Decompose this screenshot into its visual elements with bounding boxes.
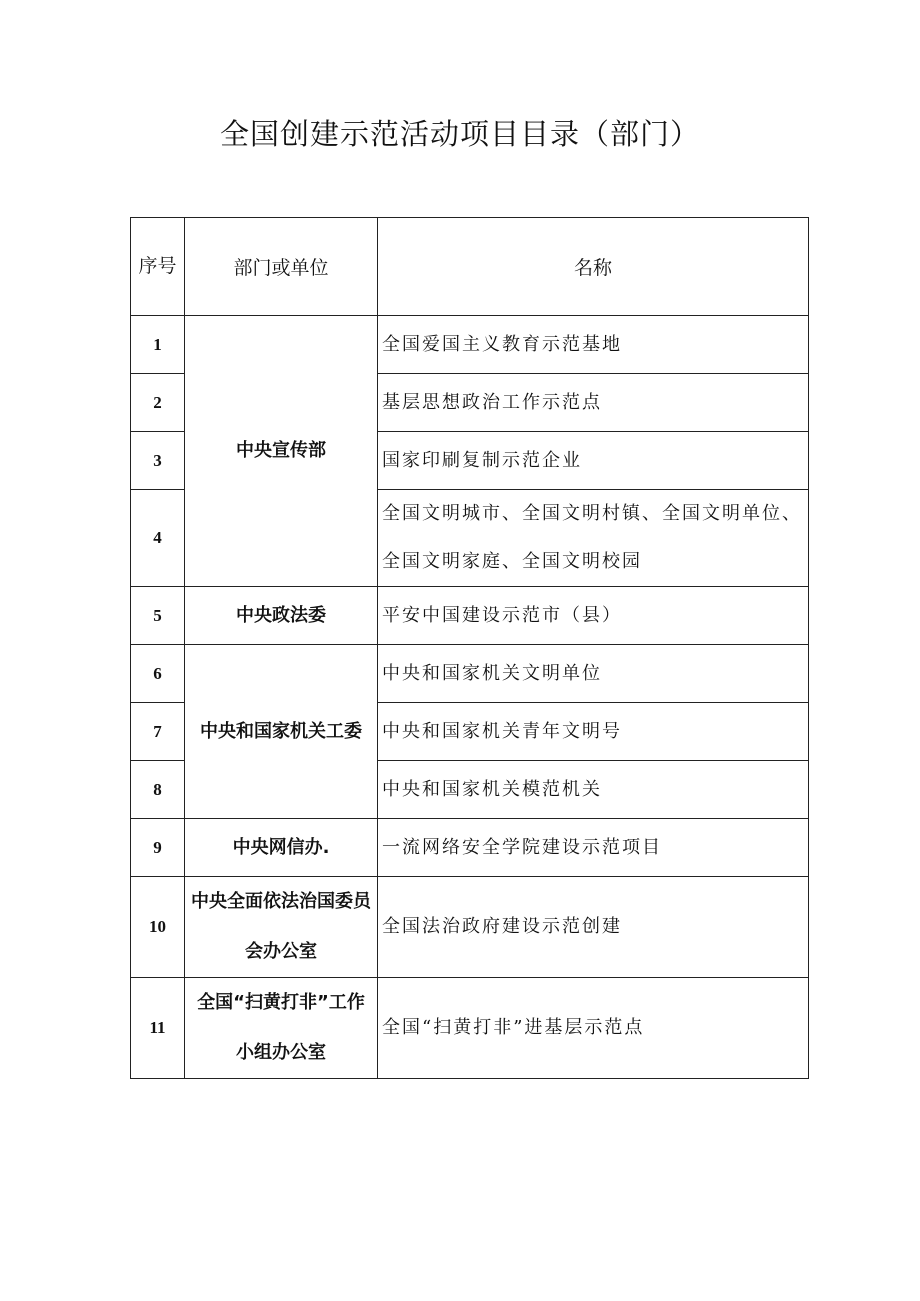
row-no: 5 (131, 587, 185, 645)
table-row (131, 316, 809, 374)
table-row (131, 877, 809, 978)
table-row (131, 587, 809, 645)
row-name: 基层思想政治工作示范点 (378, 374, 809, 432)
dept-cell: 中央网信办. (185, 819, 378, 877)
header-no: 序号 (131, 218, 185, 316)
row-name: 平安中国建设示范市（县） (378, 587, 809, 645)
row-no: 8 (131, 761, 185, 819)
row-name: 中央和国家机关模范机关 (378, 761, 809, 819)
table-header-row (131, 218, 809, 316)
page-title: 全国创建示范活动项目目录（部门） (219, 117, 700, 151)
row-no: 2 (131, 374, 185, 432)
row-no: 10 (131, 877, 185, 978)
row-name: 全国“扫黄打非”进基层示范点 (378, 978, 809, 1079)
dept-cell: 中央和国家机关工委 (185, 645, 378, 819)
row-no: 4 (131, 490, 185, 587)
row-name: 全国文明城市、全国文明村镇、全国文明单位、全国文明家庭、全国文明校园 (378, 490, 809, 587)
row-no: 7 (131, 703, 185, 761)
row-name: 中央和国家机关文明单位 (378, 645, 809, 703)
row-no: 3 (131, 432, 185, 490)
row-name: 中央和国家机关青年文明号 (378, 703, 809, 761)
row-no: 11 (131, 978, 185, 1079)
dept-cell: 中央政法委 (185, 587, 378, 645)
row-no: 1 (131, 316, 185, 374)
table-row (131, 645, 809, 703)
row-no: 9 (131, 819, 185, 877)
dept-cell: 全国“扫黄打非”工作小组办公室 (185, 978, 378, 1079)
project-catalog-table (130, 217, 809, 1079)
dept-cell: 中央全面依法治国委员会办公室 (185, 877, 378, 978)
table-row (131, 978, 809, 1079)
header-dept: 部门或单位 (185, 218, 378, 316)
table-row (131, 819, 809, 877)
row-no: 6 (131, 645, 185, 703)
row-name: 一流网络安全学院建设示范项目 (378, 819, 809, 877)
row-name: 国家印刷复制示范企业 (378, 432, 809, 490)
row-name: 全国法治政府建设示范创建 (378, 877, 809, 978)
row-name: 全国爱国主义教育示范基地 (378, 316, 809, 374)
dept-cell: 中央宣传部 (185, 316, 378, 587)
header-name: 名称 (378, 218, 809, 316)
